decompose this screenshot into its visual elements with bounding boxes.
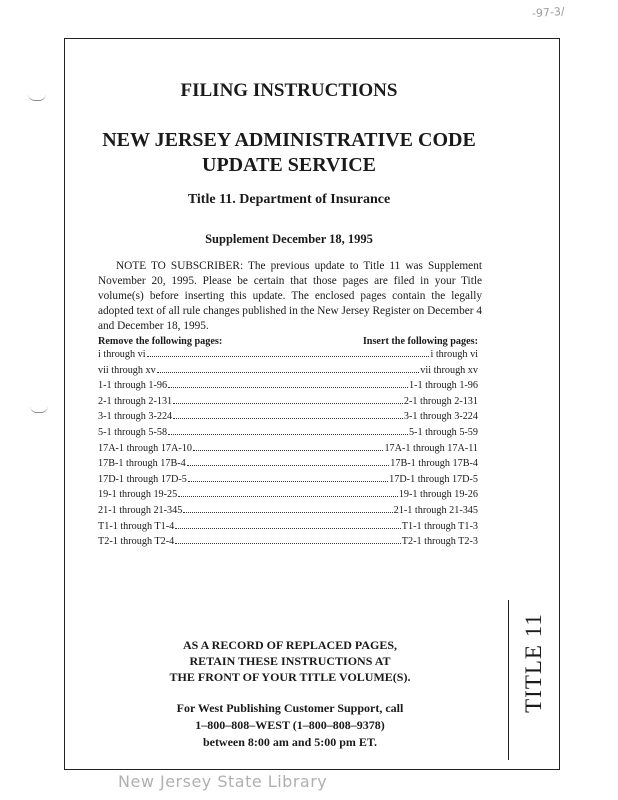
- subscriber-note: NOTE TO SUBSCRIBER: The previous update to Title 11 was Supplement November 20, 1995. Please be certain that those pages are filed in your Title volume(s) before inserting this update. The enclosed pages contain the legally adopted text of all rule changes published in the New Jersey Register on December 4 and December 18, 1995.: [98, 260, 482, 332]
- title-number: Title 11. Department of Insurance: [187, 192, 391, 207]
- list-item: [98, 443, 478, 459]
- list-item: [98, 474, 478, 490]
- dot-leader: [183, 512, 392, 513]
- record-notice: [140, 637, 440, 685]
- insert-range: 5-1 through 5-59: [408, 426, 478, 438]
- record-line-1: AS A RECORD OF REPLACED PAGES,: [182, 638, 398, 652]
- dot-leader: [157, 372, 420, 373]
- page-title: FILING INSTRUCTIONS: [180, 80, 398, 101]
- insert-range: 17B-1 through 17B-4: [390, 458, 478, 470]
- insert-range: 17A-1 through 17A-11: [384, 442, 478, 454]
- dot-leader: [175, 528, 401, 529]
- remove-range: 17A-1 through 17A-10: [98, 442, 192, 454]
- dot-leader: [168, 434, 408, 435]
- remove-header: Remove the following pages:: [98, 336, 223, 347]
- page-list-header: [98, 336, 478, 347]
- remove-range: 2-1 through 2-131: [98, 395, 173, 407]
- list-item: [98, 411, 478, 427]
- remove-range: 17B-1 through 17B-4: [98, 458, 186, 470]
- dot-leader: [168, 387, 408, 388]
- dot-leader: [178, 496, 398, 497]
- insert-range: 1-1 through 1-96: [408, 380, 478, 392]
- support-line-2: 1–800–808–WEST (1–800–808–9378): [195, 718, 385, 732]
- library-stamp: New Jersey State Library: [118, 772, 328, 791]
- insert-range: 3-1 through 3-224: [403, 411, 478, 423]
- remove-range: T1-1 through T1-4: [98, 520, 175, 532]
- support-notice: [140, 700, 440, 751]
- support-line-3: between 8:00 am and 5:00 pm ET.: [202, 735, 378, 749]
- dot-leader: [173, 403, 403, 404]
- remove-range: 17D-1 through 17D-5: [98, 473, 187, 485]
- list-item: [98, 489, 478, 505]
- remove-range: 5-1 through 5-58: [98, 426, 168, 438]
- list-item: [98, 521, 478, 537]
- remove-range: T2-1 through T2-4: [98, 536, 175, 548]
- margin-tick: [28, 94, 46, 101]
- dot-leader: [193, 450, 383, 451]
- dot-leader: [188, 481, 388, 482]
- remove-range: 21-1 through 21-345: [98, 504, 183, 516]
- insert-range: 19-1 through 19-26: [398, 489, 478, 501]
- remove-range: 1-1 through 1-96: [98, 380, 168, 392]
- dot-leader: [173, 418, 403, 419]
- insert-range: 21-1 through 21-345: [393, 504, 478, 516]
- insert-range: T1-1 through T1-3: [401, 520, 478, 532]
- remove-range: i through vi: [98, 349, 146, 360]
- insert-range: T2-1 through T2-3: [401, 536, 478, 548]
- insert-range: 17D-1 through 17D-5: [389, 473, 478, 485]
- list-item: [98, 365, 478, 381]
- margin-tick: [30, 406, 48, 413]
- list-item: [98, 349, 478, 365]
- list-item: [98, 396, 478, 412]
- supplement-date: Supplement December 18, 1995: [205, 232, 373, 246]
- record-line-2: RETAIN THESE INSTRUCTIONS AT: [189, 654, 391, 668]
- list-item: [98, 505, 478, 521]
- dot-leader: [187, 465, 390, 466]
- insert-header: Insert the following pages:: [362, 336, 478, 347]
- handwritten-mark: -97-3/: [531, 4, 566, 21]
- remove-range: 3-1 through 3-224: [98, 411, 173, 423]
- insert-range: 2-1 through 2-131: [403, 395, 478, 407]
- support-line-1: For West Publishing Customer Support, call: [176, 701, 404, 715]
- page-list: [98, 349, 478, 552]
- list-item: [98, 380, 478, 396]
- remove-range: 19-1 through 19-25: [98, 489, 178, 501]
- side-tab-label: TITLE 11: [521, 613, 546, 713]
- code-title-line-1: NEW JERSEY ADMINISTRATIVE CODE: [102, 129, 476, 151]
- code-title-line-2: UPDATE SERVICE: [202, 154, 376, 176]
- dot-leader: [175, 543, 401, 544]
- record-line-3: THE FRONT OF YOUR TITLE VOLUME(S).: [169, 670, 411, 684]
- list-item: [98, 427, 478, 443]
- list-item: [98, 536, 478, 552]
- list-item: [98, 458, 478, 474]
- insert-range: vii through xv: [420, 364, 478, 376]
- insert-range: i through vi: [430, 349, 478, 360]
- dot-leader: [147, 356, 430, 357]
- remove-range: vii through xv: [98, 364, 156, 376]
